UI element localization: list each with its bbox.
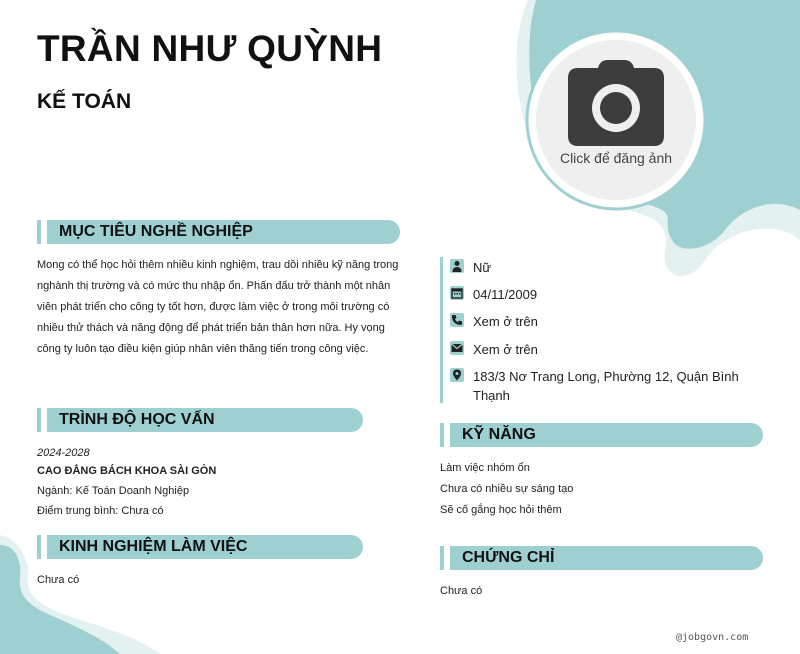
education-heading (37, 408, 363, 432)
birthday-value: 04/11/2009 (473, 287, 538, 302)
education-heading-label: TRÌNH ĐỘ HỌC VẤN (59, 411, 215, 428)
objective-heading (37, 220, 400, 244)
phone-value: Xem ở trên (473, 314, 538, 329)
email-icon (450, 341, 464, 355)
skills-heading (440, 423, 763, 447)
skill-item: Làm việc nhóm ổn (440, 462, 530, 474)
skill-item: Chưa có nhiều sự sáng tạo (440, 483, 574, 495)
person-icon (450, 259, 464, 273)
objective-text: Mong có thể học hỏi thêm nhiều kinh nghiệm, trau dồi nhiều kỹ năng trong nghành thị trường và có mức thu nhập ổn. Phấn đấu trở thành một nhân viên phát triển cho công ty tốt hơn, được làm việc ở trong môi trường có nhiều thử thách và năng động để phát triển bản thân hơn nữa. Hy vọng công ty luôn tạo điều kiện giúp nhân viên thăng tiến trong công việc. (37, 259, 399, 355)
calendar-icon (450, 286, 464, 300)
certificates-heading-label: CHỨNG CHỈ (462, 549, 555, 566)
education-major: Ngành: Kế Toán Doanh Nghiệp (37, 485, 190, 497)
job-title: KẾ TOÁN (37, 90, 132, 113)
education-school: CAO ĐẲNG BÁCH KHOA SÀI GÒN (37, 465, 217, 477)
education-period: 2024-2028 (37, 447, 90, 459)
skill-item: Sẽ cố gắng học hỏi thêm (440, 504, 562, 516)
photo-upload-label: Click để đăng ảnh (559, 150, 673, 166)
gender-value: Nữ (473, 260, 492, 275)
candidate-name: TRẦN NHƯ QUỲNH (37, 28, 383, 69)
camera-icon (568, 60, 664, 146)
skills-heading-label: KỸ NĂNG (462, 426, 536, 443)
experience-heading-label: KINH NGHIỆM LÀM VIỆC (59, 538, 248, 555)
address-value: 183/3 Nơ Trang Long, Phường 12, Quận Bình Thạnh (473, 369, 739, 403)
phone-icon (450, 313, 464, 327)
experience-heading (37, 535, 363, 559)
photo-upload[interactable] (536, 40, 696, 200)
email-value: Xem ở trên (473, 342, 538, 357)
watermark: @jobgovn.com (676, 632, 749, 643)
info-divider (440, 257, 443, 403)
education-gpa: Điểm trung bình: Chưa có (37, 505, 164, 517)
experience-text: Chưa có (37, 574, 80, 586)
certificates-heading (440, 546, 763, 570)
location-pin-icon (450, 368, 464, 382)
objective-heading-label: MỤC TIÊU NGHỀ NGHIỆP (59, 223, 253, 240)
certificates-text: Chưa có (440, 585, 483, 597)
